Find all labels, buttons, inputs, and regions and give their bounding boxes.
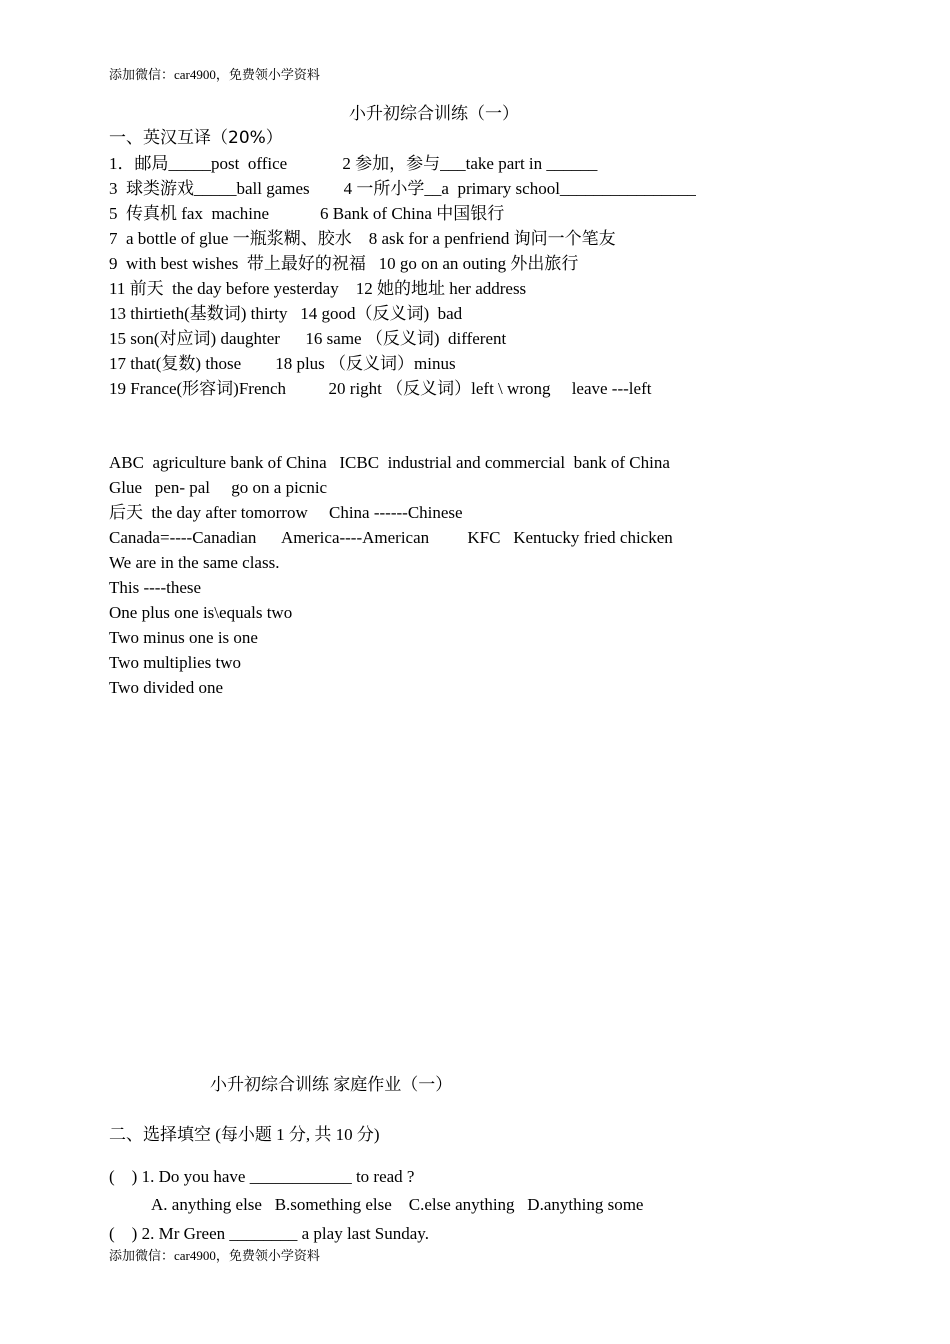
note-line: Two divided one — [109, 678, 224, 697]
question-1: ( ) 1. Do you have ____________ to read ? — [109, 1167, 415, 1186]
homework-title: 小升初综合训练 家庭作业（一） — [210, 1075, 453, 1094]
question-2: ( ) 2. Mr Green ________ a play last Sunday. — [109, 1224, 429, 1243]
vocab-line: 3 球类游戏_____ball games 4 一所小学__a primary school________________ — [109, 179, 696, 198]
vocab-line: 11 前天 the day before yesterday 12 她的地址 her address — [109, 279, 527, 298]
page-title: 小升初综合训练（一） — [349, 104, 519, 123]
vocab-line: 9 with best wishes 带上最好的祝福 10 go on an outing 外出旅行 — [109, 254, 579, 273]
vocab-line: 13 thirtieth(基数词) thirty 14 good（反义词) bad — [109, 304, 463, 323]
vocab-line: 5 传真机 fax machine 6 Bank of China 中国银行 — [109, 204, 505, 223]
vocab-line: 19 France(形容词)French 20 right （反义词）left \ wrong leave ---left — [109, 379, 652, 398]
note-line: 后天 the day after tomorrow China ------Chinese — [109, 503, 463, 522]
header-note: 添加微信：car4900，免费领小学资料 — [109, 67, 320, 82]
section-2-note: (每小题 1 分, 共 10 分) — [211, 1125, 380, 1144]
section-2-title: 二、选择填空 — [109, 1125, 211, 1145]
vocab-line: 15 son(对应词) daughter 16 same （反义词) different — [109, 329, 507, 348]
section-1-title: 一、英汉互译（20%） — [109, 128, 283, 148]
note-line: We are in the same class. — [109, 553, 280, 572]
note-line: Two minus one is one — [109, 628, 258, 647]
note-line: This ----these — [109, 578, 202, 597]
question-1-options: A. anything else B.something else C.else anything D.anything some — [151, 1195, 644, 1214]
note-line: Glue pen- pal go on a picnic — [109, 478, 328, 497]
vocab-line: 1．邮局_____post office 2 参加，参与___take part in ______ — [109, 154, 598, 173]
note-line: Two multiplies two — [109, 653, 241, 672]
section-2-heading — [109, 1126, 380, 1144]
vocab-line: 7 a bottle of glue 一瓶浆糊、胶水 8 ask for a penfriend 询问一个笔友 — [109, 229, 616, 248]
note-line: One plus one is\equals two — [109, 603, 293, 622]
vocab-line: 17 that(复数) those 18 plus （反义词）minus — [109, 354, 456, 373]
note-line: ABC agriculture bank of China ICBC industrial and commercial bank of China — [109, 453, 670, 472]
footer-note: 添加微信：car4900，免费领小学资料 — [109, 1248, 320, 1263]
note-line: Canada=----Canadian America----American KFC Kentucky fried chicken — [109, 528, 673, 547]
